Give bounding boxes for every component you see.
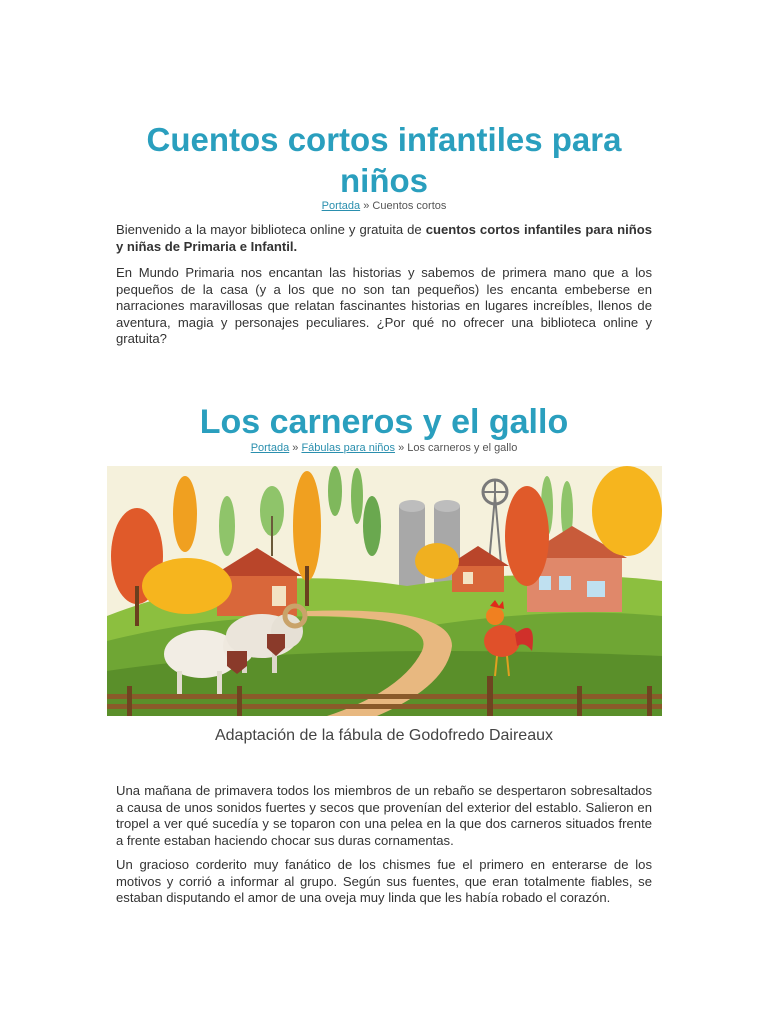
autumn-tree — [415, 543, 459, 579]
breadcrumb-home-link[interactable]: Portada — [321, 200, 361, 212]
story-illustration — [107, 466, 662, 716]
autumn-tree — [173, 476, 197, 552]
breadcrumb-current: Los carneros y el gallo — [407, 442, 518, 454]
autumn-tree — [293, 471, 321, 581]
story-breadcrumb — [108, 441, 660, 455]
intro-bold-text: cuentos cortos infantiles para niños y niñas de Primaria e Infantil. — [116, 222, 652, 254]
tree — [219, 496, 235, 556]
silo — [399, 506, 425, 586]
breadcrumb-category-link[interactable]: Fábulas para niños — [301, 442, 396, 454]
breadcrumb-separator: » — [360, 200, 373, 212]
tree — [351, 468, 363, 524]
intro-text: Bienvenido a la mayor biblioteca online y gratuita de — [116, 222, 426, 237]
image-caption: Adaptación de la fábula de Godofredo Daireaux — [214, 727, 553, 744]
breadcrumb-current: Cuentos cortos — [372, 200, 447, 212]
autumn-tree — [142, 558, 232, 614]
autumn-tree — [592, 466, 662, 556]
farm-illustration — [107, 466, 662, 716]
autumn-tree — [505, 486, 549, 586]
rooster — [484, 625, 520, 657]
story-title: Los carneros y el gallo — [199, 403, 569, 441]
page-title: Cuentos cortos infantiles para niños — [146, 121, 622, 199]
breadcrumb-separator: » — [395, 442, 408, 454]
story-paragraph-1: Una mañana de primavera todos los miembros de un rebaño se despertaron sobresaltados a causa de unos sonidos fuertes y secos que provenían del exterior del establo. Salieron en tropel a ver qué sucedía y se toparon con una pelea en la que dos carneros situados frente a frente estaban haciendo chocar sus duras cornamentas. — [116, 783, 652, 848]
tree — [328, 466, 342, 516]
tree — [363, 496, 381, 556]
story-paragraph-2: Un gracioso corderito muy fanático de los chismes fue el primero en enterarse de los motivos y corrió a informar al grupo. Según sus fuentes, que eran totalmente fiables, se estaban disputando el amor de una oveja muy linda que les había robado el corazón. — [116, 857, 652, 906]
intro-paragraph — [116, 222, 652, 255]
description-paragraph: En Mundo Primaria nos encantan las historias y sabemos de primera mano que a los pequeños de la casa (y a los que no son tan pequeños) les encanta embeberse en narraciones maravillosas que relatan fascinantes historias en lugares increíbles, llenos de aventura, magia y personajes peculiares. ¿Por qué no ofrecer una biblioteca online y gratuita? — [116, 265, 652, 347]
barn — [452, 564, 504, 592]
breadcrumb-home-link[interactable]: Portada — [250, 442, 290, 454]
breadcrumb — [108, 199, 660, 213]
breadcrumb-separator: » — [289, 442, 302, 454]
